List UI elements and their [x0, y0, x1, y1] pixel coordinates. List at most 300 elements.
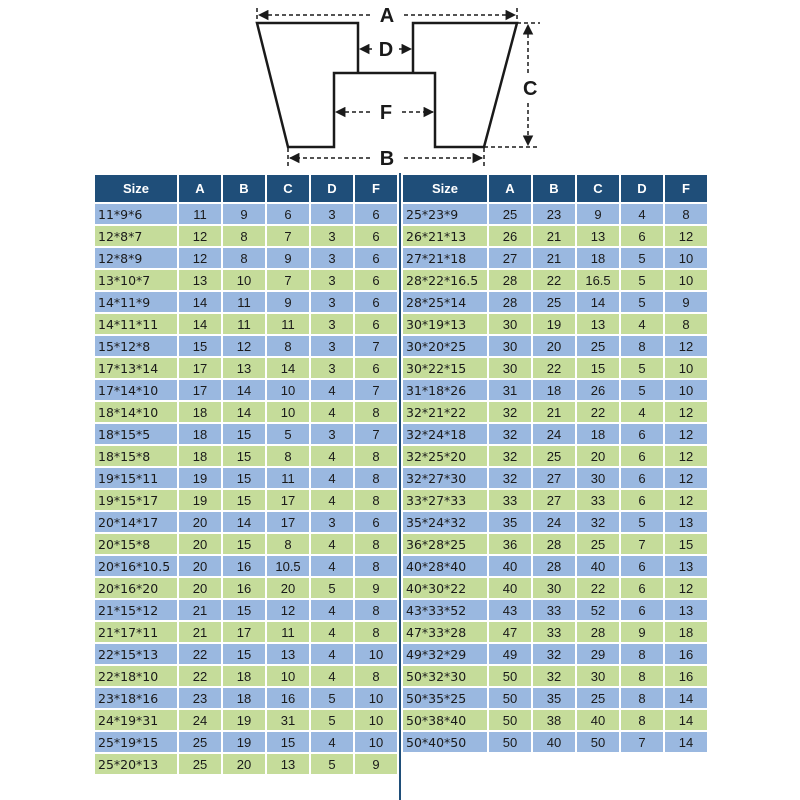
value-cell-a: 11	[179, 204, 221, 224]
value-cell-d: 4	[621, 314, 663, 334]
size-cell: 40*28*40	[403, 556, 487, 576]
value-cell-b: 9	[223, 204, 265, 224]
size-cell: 27*21*18	[403, 248, 487, 268]
value-cell-c: 11	[267, 468, 309, 488]
value-cell-b: 19	[533, 314, 575, 334]
value-cell-a: 24	[179, 710, 221, 730]
value-cell-d: 4	[311, 490, 353, 510]
size-cell: 36*28*25	[403, 534, 487, 554]
value-cell-b: 12	[223, 336, 265, 356]
table-row	[403, 226, 707, 246]
value-cell-d: 6	[621, 490, 663, 510]
value-cell-a: 25	[179, 754, 221, 774]
value-cell-b: 35	[533, 688, 575, 708]
size-cell: 18*15*8	[95, 446, 177, 466]
value-cell-b: 21	[533, 248, 575, 268]
value-cell-d: 5	[621, 380, 663, 400]
value-cell-d: 6	[621, 600, 663, 620]
label-c: C	[523, 78, 538, 100]
value-cell-c: 25	[577, 688, 619, 708]
value-cell-a: 50	[489, 710, 531, 730]
table-row	[403, 446, 707, 466]
value-cell-c: 13	[267, 754, 309, 774]
value-cell-a: 32	[489, 402, 531, 422]
table-row	[403, 644, 707, 664]
value-cell-f: 8	[355, 402, 397, 422]
value-cell-d: 5	[621, 248, 663, 268]
size-cell: 20*16*10.5	[95, 556, 177, 576]
size-cell: 50*35*25	[403, 688, 487, 708]
value-cell-f: 13	[665, 512, 707, 532]
value-cell-c: 18	[577, 424, 619, 444]
value-cell-d: 8	[621, 688, 663, 708]
value-cell-f: 10	[355, 644, 397, 664]
size-cell: 33*27*33	[403, 490, 487, 510]
value-cell-f: 8	[355, 446, 397, 466]
value-cell-a: 40	[489, 578, 531, 598]
size-cell: 25*20*13	[95, 754, 177, 774]
value-cell-c: 25	[577, 336, 619, 356]
size-cell: 14*11*9	[95, 292, 177, 312]
size-cell: 23*18*16	[95, 688, 177, 708]
size-cell: 22*18*10	[95, 666, 177, 686]
value-cell-d: 3	[311, 292, 353, 312]
value-cell-b: 8	[223, 226, 265, 246]
value-cell-c: 10	[267, 666, 309, 686]
size-cell: 24*19*31	[95, 710, 177, 730]
column-header-f: F	[355, 175, 397, 202]
value-cell-f: 12	[665, 402, 707, 422]
table-row	[95, 204, 397, 224]
value-cell-f: 6	[355, 226, 397, 246]
value-cell-f: 13	[665, 556, 707, 576]
value-cell-a: 25	[179, 732, 221, 752]
size-cell: 19*15*11	[95, 468, 177, 488]
size-cell: 20*15*8	[95, 534, 177, 554]
value-cell-b: 17	[223, 622, 265, 642]
table-row	[95, 534, 397, 554]
value-cell-b: 33	[533, 600, 575, 620]
value-cell-d: 5	[621, 358, 663, 378]
value-cell-c: 31	[267, 710, 309, 730]
size-cell: 28*25*14	[403, 292, 487, 312]
value-cell-f: 16	[665, 666, 707, 686]
table-row	[95, 490, 397, 510]
value-cell-d: 4	[311, 732, 353, 752]
value-cell-b: 11	[223, 292, 265, 312]
value-cell-f: 14	[665, 688, 707, 708]
value-cell-f: 6	[355, 248, 397, 268]
value-cell-f: 14	[665, 710, 707, 730]
value-cell-c: 5	[267, 424, 309, 444]
value-cell-f: 8	[665, 314, 707, 334]
table-row	[403, 534, 707, 554]
value-cell-c: 30	[577, 666, 619, 686]
value-cell-b: 38	[533, 710, 575, 730]
size-table-left	[93, 173, 399, 776]
table-row	[95, 600, 397, 620]
value-cell-f: 10	[665, 248, 707, 268]
header-row	[403, 175, 707, 202]
value-cell-f: 14	[665, 732, 707, 752]
table-row	[403, 336, 707, 356]
value-cell-c: 20	[577, 446, 619, 466]
value-cell-c: 50	[577, 732, 619, 752]
value-cell-c: 16	[267, 688, 309, 708]
value-cell-b: 8	[223, 248, 265, 268]
value-cell-c: 25	[577, 534, 619, 554]
value-cell-d: 8	[621, 666, 663, 686]
size-cell: 22*15*13	[95, 644, 177, 664]
value-cell-c: 15	[577, 358, 619, 378]
size-cell: 18*15*5	[95, 424, 177, 444]
value-cell-c: 28	[577, 622, 619, 642]
value-cell-d: 4	[621, 204, 663, 224]
column-header-d: D	[311, 175, 353, 202]
table-row	[403, 490, 707, 510]
value-cell-c: 26	[577, 380, 619, 400]
value-cell-a: 13	[179, 270, 221, 290]
table-row	[95, 578, 397, 598]
value-cell-c: 29	[577, 644, 619, 664]
value-cell-c: 12	[267, 600, 309, 620]
size-cell: 18*14*10	[95, 402, 177, 422]
value-cell-b: 28	[533, 556, 575, 576]
value-cell-d: 4	[311, 534, 353, 554]
table-row	[403, 292, 707, 312]
value-cell-a: 49	[489, 644, 531, 664]
table-row	[95, 292, 397, 312]
table-row	[95, 468, 397, 488]
value-cell-f: 8	[355, 534, 397, 554]
value-cell-a: 32	[489, 424, 531, 444]
value-cell-d: 5	[621, 292, 663, 312]
value-cell-b: 21	[533, 226, 575, 246]
value-cell-d: 5	[311, 710, 353, 730]
size-cell: 35*24*32	[403, 512, 487, 532]
value-cell-c: 6	[267, 204, 309, 224]
value-cell-b: 32	[533, 666, 575, 686]
size-cell: 43*33*52	[403, 600, 487, 620]
value-cell-f: 13	[665, 600, 707, 620]
table-row	[95, 336, 397, 356]
value-cell-a: 19	[179, 468, 221, 488]
size-cell: 30*20*25	[403, 336, 487, 356]
value-cell-a: 22	[179, 666, 221, 686]
value-cell-a: 50	[489, 666, 531, 686]
value-cell-f: 10	[665, 270, 707, 290]
value-cell-f: 10	[355, 710, 397, 730]
column-header-d: D	[621, 175, 663, 202]
value-cell-b: 16	[223, 556, 265, 576]
value-cell-b: 18	[223, 688, 265, 708]
value-cell-d: 5	[621, 270, 663, 290]
value-cell-f: 6	[355, 270, 397, 290]
size-cell: 21*15*12	[95, 600, 177, 620]
table-row	[403, 578, 707, 598]
value-cell-a: 18	[179, 424, 221, 444]
size-cell: 30*19*13	[403, 314, 487, 334]
value-cell-a: 17	[179, 358, 221, 378]
value-cell-d: 4	[311, 666, 353, 686]
table-row	[403, 732, 707, 752]
value-cell-a: 21	[179, 622, 221, 642]
value-cell-c: 13	[577, 314, 619, 334]
value-cell-a: 50	[489, 732, 531, 752]
value-cell-f: 10	[355, 688, 397, 708]
value-cell-d: 4	[311, 380, 353, 400]
label-b: B	[379, 148, 395, 170]
value-cell-c: 11	[267, 622, 309, 642]
value-cell-b: 15	[223, 424, 265, 444]
table-row	[95, 622, 397, 642]
value-cell-b: 25	[533, 292, 575, 312]
table-row	[95, 358, 397, 378]
table-row	[403, 204, 707, 224]
value-cell-b: 14	[223, 402, 265, 422]
table-row	[403, 600, 707, 620]
value-cell-f: 12	[665, 446, 707, 466]
value-cell-f: 8	[355, 556, 397, 576]
value-cell-f: 8	[665, 204, 707, 224]
value-cell-b: 14	[223, 512, 265, 532]
value-cell-f: 12	[665, 468, 707, 488]
value-cell-a: 23	[179, 688, 221, 708]
value-cell-c: 10	[267, 380, 309, 400]
size-cell: 17*14*10	[95, 380, 177, 400]
table-row	[95, 270, 397, 290]
value-cell-d: 3	[311, 204, 353, 224]
value-cell-f: 6	[355, 314, 397, 334]
value-cell-c: 8	[267, 446, 309, 466]
value-cell-d: 6	[621, 556, 663, 576]
value-cell-a: 14	[179, 292, 221, 312]
value-cell-a: 35	[489, 512, 531, 532]
size-cell: 32*27*30	[403, 468, 487, 488]
value-cell-a: 25	[489, 204, 531, 224]
value-cell-c: 15	[267, 732, 309, 752]
table-row	[95, 512, 397, 532]
value-cell-c: 8	[267, 336, 309, 356]
value-cell-b: 24	[533, 424, 575, 444]
value-cell-d: 6	[621, 446, 663, 466]
value-cell-b: 19	[223, 710, 265, 730]
value-cell-a: 30	[489, 314, 531, 334]
column-header-b: B	[223, 175, 265, 202]
value-cell-a: 32	[489, 468, 531, 488]
value-cell-a: 15	[179, 336, 221, 356]
value-cell-d: 4	[311, 622, 353, 642]
value-cell-f: 12	[665, 490, 707, 510]
column-header-size: Size	[95, 175, 177, 202]
stopper-dimension-diagram	[0, 0, 800, 172]
value-cell-f: 12	[665, 578, 707, 598]
size-cell: 20*14*17	[95, 512, 177, 532]
value-cell-c: 7	[267, 270, 309, 290]
value-cell-b: 30	[533, 578, 575, 598]
value-cell-b: 27	[533, 468, 575, 488]
table-row	[95, 446, 397, 466]
column-header-c: C	[577, 175, 619, 202]
value-cell-f: 15	[665, 534, 707, 554]
value-cell-f: 9	[355, 754, 397, 774]
table-row	[95, 732, 397, 752]
value-cell-b: 20	[223, 754, 265, 774]
value-cell-a: 31	[489, 380, 531, 400]
table-row	[95, 226, 397, 246]
table-row	[95, 710, 397, 730]
table-row	[403, 666, 707, 686]
label-f: F	[379, 102, 393, 124]
value-cell-d: 8	[621, 336, 663, 356]
value-cell-a: 30	[489, 336, 531, 356]
table-row	[403, 688, 707, 708]
value-cell-a: 30	[489, 358, 531, 378]
size-cell: 32*24*18	[403, 424, 487, 444]
value-cell-c: 16.5	[577, 270, 619, 290]
value-cell-a: 12	[179, 248, 221, 268]
value-cell-f: 8	[355, 666, 397, 686]
value-cell-a: 21	[179, 600, 221, 620]
value-cell-c: 14	[267, 358, 309, 378]
value-cell-d: 3	[311, 424, 353, 444]
value-cell-b: 32	[533, 644, 575, 664]
value-cell-f: 16	[665, 644, 707, 664]
table-row	[403, 468, 707, 488]
size-cell: 40*30*22	[403, 578, 487, 598]
value-cell-a: 40	[489, 556, 531, 576]
column-header-a: A	[179, 175, 221, 202]
value-cell-c: 17	[267, 490, 309, 510]
table-row	[403, 512, 707, 532]
value-cell-d: 5	[311, 578, 353, 598]
value-cell-a: 12	[179, 226, 221, 246]
value-cell-d: 6	[621, 468, 663, 488]
value-cell-d: 4	[311, 446, 353, 466]
value-cell-b: 21	[533, 402, 575, 422]
table-row	[403, 248, 707, 268]
size-cell: 21*17*11	[95, 622, 177, 642]
value-cell-b: 27	[533, 490, 575, 510]
size-cell: 11*9*6	[95, 204, 177, 224]
value-cell-a: 28	[489, 292, 531, 312]
value-cell-f: 10	[355, 732, 397, 752]
table-row	[95, 424, 397, 444]
column-header-size: Size	[403, 175, 487, 202]
table-row	[403, 556, 707, 576]
label-a: A	[379, 5, 395, 27]
value-cell-a: 27	[489, 248, 531, 268]
value-cell-a: 20	[179, 512, 221, 532]
value-cell-b: 15	[223, 468, 265, 488]
size-cell: 12*8*9	[95, 248, 177, 268]
value-cell-b: 23	[533, 204, 575, 224]
value-cell-b: 16	[223, 578, 265, 598]
size-cell: 13*10*7	[95, 270, 177, 290]
table-row	[95, 666, 397, 686]
value-cell-a: 26	[489, 226, 531, 246]
size-cell: 25*23*9	[403, 204, 487, 224]
value-cell-c: 9	[577, 204, 619, 224]
value-cell-f: 6	[355, 358, 397, 378]
value-cell-b: 15	[223, 534, 265, 554]
size-table-right	[401, 173, 709, 754]
value-cell-d: 8	[621, 644, 663, 664]
value-cell-f: 18	[665, 622, 707, 642]
value-cell-b: 19	[223, 732, 265, 752]
table-row	[403, 358, 707, 378]
value-cell-b: 24	[533, 512, 575, 532]
value-cell-d: 4	[311, 402, 353, 422]
size-cell: 26*21*13	[403, 226, 487, 246]
table-row	[95, 380, 397, 400]
value-cell-c: 22	[577, 402, 619, 422]
value-cell-d: 4	[621, 402, 663, 422]
value-cell-d: 7	[621, 732, 663, 752]
size-cell: 32*21*22	[403, 402, 487, 422]
value-cell-b: 20	[533, 336, 575, 356]
value-cell-c: 14	[577, 292, 619, 312]
value-cell-c: 8	[267, 534, 309, 554]
size-cell: 31*18*26	[403, 380, 487, 400]
size-cell: 49*32*29	[403, 644, 487, 664]
table-row	[95, 314, 397, 334]
value-cell-c: 13	[577, 226, 619, 246]
column-header-f: F	[665, 175, 707, 202]
value-cell-f: 12	[665, 226, 707, 246]
table-row	[95, 644, 397, 664]
value-cell-f: 8	[355, 490, 397, 510]
value-cell-d: 7	[621, 534, 663, 554]
value-cell-c: 9	[267, 292, 309, 312]
value-cell-a: 28	[489, 270, 531, 290]
value-cell-d: 3	[311, 336, 353, 356]
value-cell-c: 33	[577, 490, 619, 510]
size-cell: 20*16*20	[95, 578, 177, 598]
value-cell-f: 7	[355, 424, 397, 444]
value-cell-d: 3	[311, 226, 353, 246]
value-cell-c: 9	[267, 248, 309, 268]
size-cell: 30*22*15	[403, 358, 487, 378]
value-cell-c: 17	[267, 512, 309, 532]
value-cell-c: 52	[577, 600, 619, 620]
value-cell-a: 18	[179, 446, 221, 466]
size-cell: 17*13*14	[95, 358, 177, 378]
table-row	[403, 710, 707, 730]
value-cell-b: 33	[533, 622, 575, 642]
value-cell-c: 30	[577, 468, 619, 488]
table-row	[95, 754, 397, 774]
value-cell-d: 6	[621, 424, 663, 444]
table-row	[403, 314, 707, 334]
value-cell-a: 17	[179, 380, 221, 400]
value-cell-c: 40	[577, 556, 619, 576]
size-cell: 12*8*7	[95, 226, 177, 246]
value-cell-f: 8	[355, 622, 397, 642]
value-cell-f: 6	[355, 292, 397, 312]
value-cell-a: 22	[179, 644, 221, 664]
size-cell: 15*12*8	[95, 336, 177, 356]
value-cell-c: 32	[577, 512, 619, 532]
value-cell-b: 13	[223, 358, 265, 378]
table-row	[403, 402, 707, 422]
table-row	[95, 402, 397, 422]
value-cell-c: 18	[577, 248, 619, 268]
value-cell-f: 7	[355, 380, 397, 400]
value-cell-b: 15	[223, 644, 265, 664]
value-cell-d: 9	[621, 622, 663, 642]
value-cell-a: 50	[489, 688, 531, 708]
